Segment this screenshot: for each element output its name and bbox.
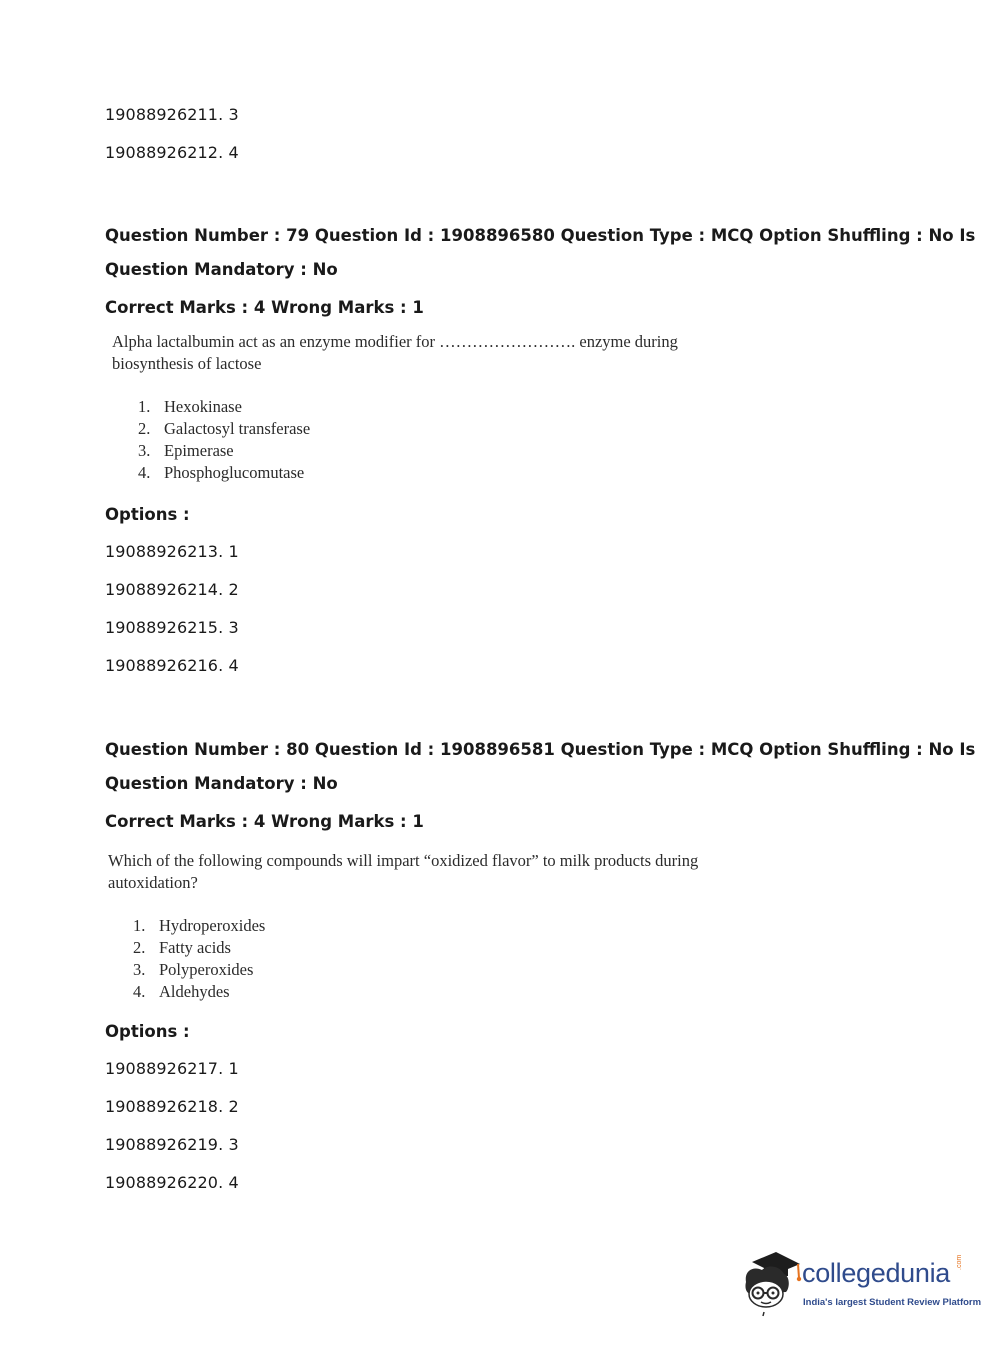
answer-choice-list [138,396,310,484]
answer-choice: 3. Polyperoxides [133,960,254,979]
logo-domain-suffix: .com [956,1254,963,1270]
answer-choice: 1. Hydroperoxides [133,916,266,935]
answer-choice: 3. Epimerase [138,441,234,460]
option-line: 19088926214. 2 [105,580,239,599]
question-stem-line: autoxidation? [108,873,198,892]
answer-choice: 2. Galactosyl transferase [138,419,311,438]
option-line: 19088926218. 2 [105,1097,239,1116]
question-stem [108,850,698,894]
option-line: 19088926213. 1 [105,542,239,561]
collegedunia-logo[interactable] [742,1248,982,1318]
question-marks: Correct Marks : 4 Wrong Marks : 1 [105,298,424,317]
option-line: 19088926216. 4 [105,656,239,675]
question-header: Question Number : 80 Question Id : 1908896581 Question Type : MCQ Option Shuffling : No Is [105,740,976,759]
question-stem [112,331,678,375]
option-line: 19088926215. 3 [105,618,239,637]
option-line: 19088926211. 3 [105,105,239,124]
option-line: 19088926212. 4 [105,143,239,162]
question-stem-line: Alpha lactalbumin act as an enzyme modifier for ……………………. enzyme during [112,332,678,351]
option-line: 19088926220. 4 [105,1173,239,1192]
answer-choice-list [133,915,265,1003]
answer-choice: 4. Aldehydes [133,982,230,1001]
mascot-icon [742,1248,802,1318]
question-header: Question Number : 79 Question Id : 1908896580 Question Type : MCQ Option Shuffling : No Is [105,226,976,245]
question-stem-line: biosynthesis of lactose [112,354,262,373]
logo-tagline: India's largest Student Review Platform [803,1297,982,1308]
answer-choice: 1. Hexokinase [138,397,242,416]
logo-wordmark: collegedunia [802,1258,951,1288]
question-marks: Correct Marks : 4 Wrong Marks : 1 [105,812,424,831]
option-line: 19088926219. 3 [105,1135,239,1154]
options-label: Options : [105,1022,190,1041]
answer-choice: 2. Fatty acids [133,938,231,957]
question-mandatory: Question Mandatory : No [105,260,338,279]
question-mandatory: Question Mandatory : No [105,774,338,793]
option-line: 19088926217. 1 [105,1059,239,1078]
question-stem-line: Which of the following compounds will impart “oxidized flavor” to milk products during [108,851,699,870]
answer-choice: 4. Phosphoglucomutase [138,463,305,482]
options-label: Options : [105,505,190,524]
